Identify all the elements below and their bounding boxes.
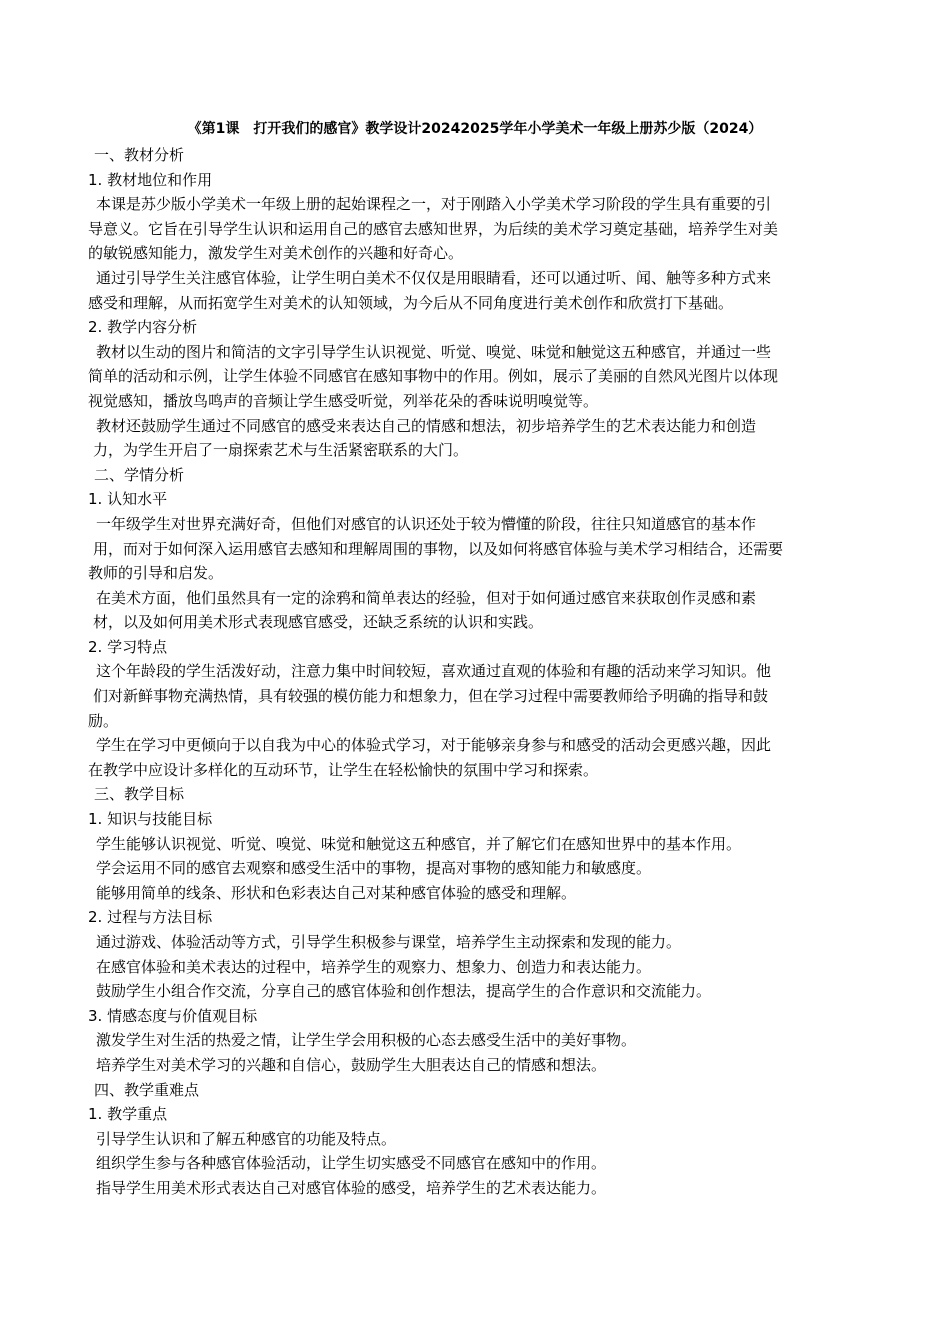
paragraph-line: 本课是苏少版小学美术一年级上册的起始课程之一，对于刚踏入小学美术学习阶段的学生具有重要的引 xyxy=(96,195,772,214)
paragraph-line: 教材还鼓励学生通过不同感官的感受来表达自己的情感和想法，初步培养学生的艺术表达能力和创造 xyxy=(96,416,757,435)
document-body xyxy=(88,143,860,1201)
paragraph-line: 教材以生动的图片和简洁的文字引导学生认识视觉、听觉、嗅觉、味觉和触觉这五种感官，并通过一些 xyxy=(96,342,772,361)
subsection-heading: 1. 教学重点 xyxy=(88,1105,168,1124)
section-heading: 四、教学重难点 xyxy=(94,1080,200,1099)
document-title: 《第1课 打开我们的感官》教学设计20242025学年小学美术一年级上册苏少版（2024） xyxy=(187,121,763,137)
paragraph-line: 在感官体验和美术表达的过程中，培养学生的观察力、想象力、创造力和表达能力。 xyxy=(96,957,652,976)
section-heading: 一、教材分析 xyxy=(94,146,185,164)
section-heading: 三、教学目标 xyxy=(94,785,185,804)
paragraph-line: 在美术方面，他们虽然具有一定的涂鸦和简单表达的经验，但对于如何通过感官来获取创作灵感和素 xyxy=(96,588,757,607)
subsection-heading: 1. 知识与技能目标 xyxy=(88,810,213,829)
subsection-heading: 2. 教学内容分析 xyxy=(88,318,198,337)
paragraph-line: 激发学生对生活的热爱之情，让学生学会用积极的心态去感受生活中的美好事物。 xyxy=(96,1031,637,1050)
paragraph-line: 培养学生对美术学习的兴趣和自信心，鼓励学生大胆表达自己的情感和想法。 xyxy=(96,1055,607,1074)
paragraph-line: 们对新鲜事物充满热情，具有较强的模仿能力和想象力，但在学习过程中需要教师给予明确的指导和鼓 xyxy=(93,687,769,706)
paragraph-line: 导意义。它旨在引导学生认识和运用自己的感官去感知世界，为后续的美术学习奠定基础，培养学生对美 xyxy=(88,219,779,238)
paragraph-line: 组织学生参与各种感官体验活动，让学生切实感受不同感官在感知中的作用。 xyxy=(96,1154,607,1173)
paragraph-line: 学生能够认识视觉、听觉、嗅觉、味觉和触觉这五种感官，并了解它们在感知世界中的基本作用。 xyxy=(96,834,742,853)
paragraph-line: 感受和理解，从而拓宽学生对美术的认知领域，为今后从不同角度进行美术创作和欣赏打下基础。 xyxy=(88,293,734,312)
paragraph-line: 教师的引导和启发。 xyxy=(88,564,224,583)
paragraph-line: 力，为学生开启了一扇探索艺术与生活紧密联系的大门。 xyxy=(93,441,469,460)
paragraph-line: 学会运用不同的感官去观察和感受生活中的事物，提高对事物的感知能力和敏感度。 xyxy=(96,859,652,878)
paragraph-line: 简单的活动和示例，让学生体验不同感官在感知事物中的作用。例如，展示了美丽的自然风光图片以体现 xyxy=(88,367,779,386)
paragraph-line: 在教学中应设计多样化的互动环节，让学生在轻松愉快的氛围中学习和探索。 xyxy=(88,760,599,779)
subsection-heading: 1. 认知水平 xyxy=(88,490,168,509)
paragraph-line: 用，而对于如何深入运用感官去感知和理解周围的事物，以及如何将感官体验与美术学习相结合，还需要 xyxy=(93,539,784,558)
paragraph-line: 一年级学生对世界充满好奇，但他们对感官的认识还处于较为懵懂的阶段，往往只知道感官的基本作 xyxy=(96,514,757,533)
paragraph-line: 通过引导学生关注感官体验，让学生明白美术不仅仅是用眼睛看，还可以通过听、闻、触等多种方式来 xyxy=(96,268,772,287)
paragraph-line: 这个年龄段的学生活泼好动，注意力集中时间较短，喜欢通过直观的体验和有趣的活动来学习知识。他 xyxy=(96,662,772,681)
subsection-heading: 1. 教材地位和作用 xyxy=(88,170,213,189)
paragraph-line: 的敏锐感知能力，激发学生对美术创作的兴趣和好奇心。 xyxy=(88,244,464,263)
paragraph-line: 励。 xyxy=(88,711,119,730)
paragraph-line: 引导学生认识和了解五种感官的功能及特点。 xyxy=(96,1129,397,1148)
paragraph-line: 鼓励学生小组合作交流，分享自己的感官体验和创作想法，提高学生的合作意识和交流能力。 xyxy=(96,982,712,1001)
paragraph-line: 通过游戏、体验活动等方式，引导学生积极参与课堂，培养学生主动探索和发现的能力。 xyxy=(96,933,682,951)
paragraph-line: 视觉感知，播放鸟鸣声的音频让学生感受听觉，列举花朵的香味说明嗅觉等。 xyxy=(88,391,599,410)
paragraph-line: 学生在学习中更倾向于以自我为中心的体验式学习，对于能够亲身参与和感受的活动会更感兴趣，因此 xyxy=(96,736,772,755)
paragraph-line: 材，以及如何用美术形式表现感官感受，还缺乏系统的认识和实践。 xyxy=(93,613,544,632)
section-heading: 二、学情分析 xyxy=(94,465,185,484)
subsection-heading: 2. 过程与方法目标 xyxy=(88,908,213,927)
subsection-heading: 3. 情感态度与价值观目标 xyxy=(88,1006,258,1025)
subsection-heading: 2. 学习特点 xyxy=(88,637,168,656)
paragraph-line: 能够用简单的线条、形状和色彩表达自己对某种感官体验的感受和理解。 xyxy=(96,883,577,902)
paragraph-line: 指导学生用美术形式表达自己对感官体验的感受，培养学生的艺术表达能力。 xyxy=(96,1178,607,1197)
